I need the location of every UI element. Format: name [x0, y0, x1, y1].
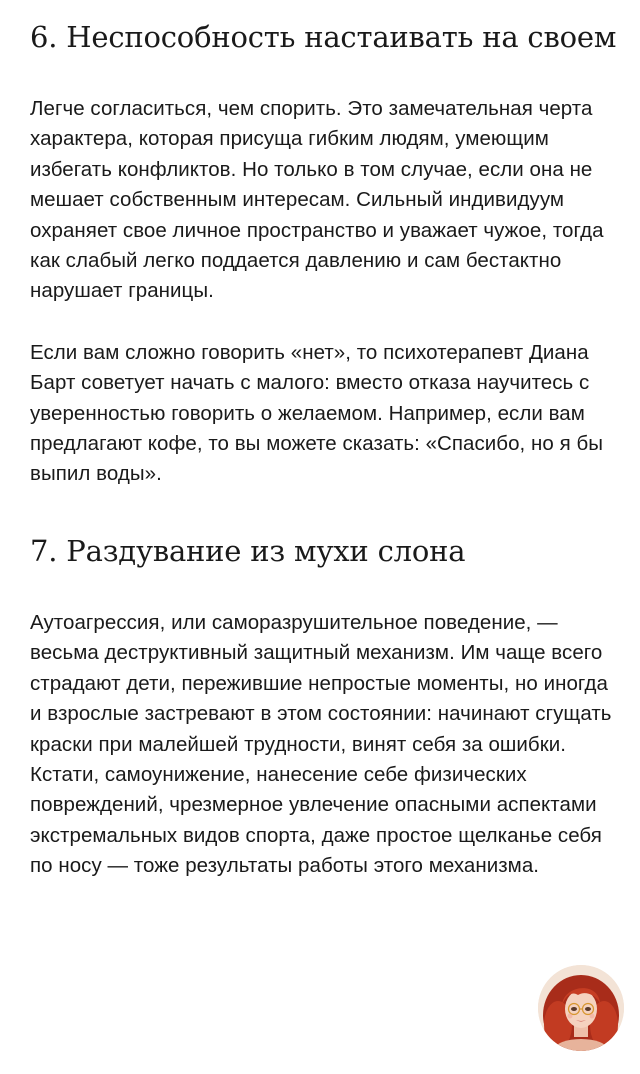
article-body	[30, 0, 622, 882]
assistant-avatar[interactable]	[538, 965, 624, 1051]
section-heading-6: 6. Неспособность настаивать на своем	[30, 20, 617, 54]
section-6-paragraph-1: Легче согласиться, чем спорить. Это замечательная черта характера, которая присуща гибким людям, умеющим избегать конфликтов. Но только в том случае, если она не мешает собственным интересам. Сильный индивидуум охраняет свое личное пространство и уважает чужое, тогда как слабый легко поддается давлению и сам бестактно нарушает границы.	[30, 97, 604, 303]
section-heading-7: 7. Раздувание из мухи слона	[30, 533, 466, 568]
avatar-illustration-icon	[538, 965, 624, 1051]
section-6-paragraph-2: Если вам сложно говорить «нет», то психотерапевт Диана Барт советует начать с малого: вместо отказа научитесь с уверенностью говорить о желаемом. Например, если вам предлагают кофе, то вы можете сказать: «Спасибо, но я бы выпил воды».	[30, 340, 604, 486]
section-7-paragraph-1: Аутоагрессия, или саморазрушительное поведение, — весьма деструктивный защитный механизм. Им чаще всего страдают дети, пережившие непростые моменты, но иногда и взрослые застревают в этом состоянии: начинают сгущать краски при малейшей трудности, винят себя за ошибки. Кстати, самоунижение, нанесение себе физических повреждений, чрезмерное увлечение опасными аспектами экстремальных видов спорта, даже простое щелканье себя по носу — тоже результаты работы этого механизма.	[30, 610, 612, 878]
